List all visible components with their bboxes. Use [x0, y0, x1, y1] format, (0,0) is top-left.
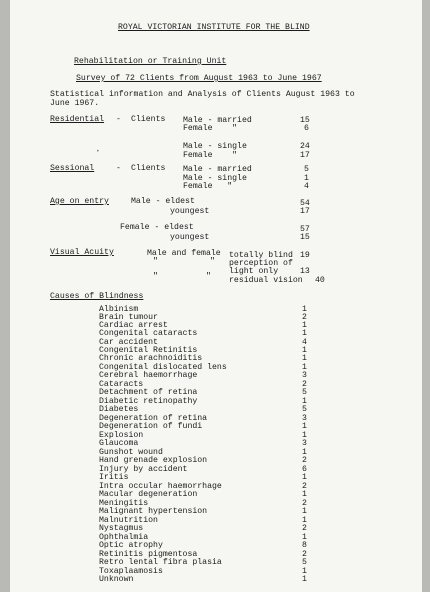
cause-count: 8: [302, 541, 307, 550]
cause-name: Malignant hypertension: [99, 507, 208, 516]
cause-name: Retinitis pigmentosa: [99, 550, 198, 559]
age-row-value: 15: [300, 233, 310, 242]
cause-count: 5: [302, 558, 307, 567]
cause-name: Diabetic retinopathy: [99, 397, 198, 406]
cause-name: Unknown: [99, 575, 134, 584]
cause-count: 1: [302, 431, 307, 440]
cause-count: 3: [302, 371, 307, 380]
cause-name: Brain tumour: [99, 313, 158, 322]
residential-label: Residential: [50, 115, 105, 124]
sessional-row-label: Male - single: [183, 174, 247, 183]
cause-count: 1: [302, 490, 307, 499]
institute-header: ROYAL VICTORIAN INSTITUTE FOR THE BLIND: [118, 23, 310, 32]
residential-row-label: Male - married: [183, 116, 252, 125]
cause-name: Optic atrophy: [99, 541, 163, 550]
ditto-mark: ": [153, 272, 158, 281]
cause-name: Degeneration of retina: [99, 414, 208, 423]
cause-name: Hand grenade explosion: [99, 456, 208, 465]
age-row-value: 17: [300, 207, 310, 216]
visual-row-value: 13: [300, 267, 310, 276]
residential-row-value: 24: [300, 142, 310, 151]
causes-heading: Causes of Blindness: [50, 292, 144, 301]
document-page: [10, 0, 422, 592]
residential-row-value: 15: [300, 116, 310, 125]
age-row-label: Male - eldest: [131, 197, 195, 206]
cause-name: Cataracts: [99, 380, 144, 389]
sessional-row-value: 5: [304, 165, 309, 174]
age-row-label: youngest: [170, 233, 210, 242]
visual-row-label: totally blind: [229, 251, 293, 260]
cause-count: 1: [302, 329, 307, 338]
residential-row-value: 17: [300, 151, 310, 160]
residential-row-label: Male - single: [183, 142, 247, 151]
sessional-label: Sessional: [50, 164, 95, 173]
cause-count: 1: [302, 363, 307, 372]
cause-name: Macular degeneration: [99, 490, 198, 499]
cause-count: 1: [302, 448, 307, 457]
survey-title: Survey of 72 Clients from August 1963 to June 1967: [76, 74, 322, 83]
cause-name: Ophthalmia: [99, 533, 149, 542]
sessional-dash: -: [116, 164, 121, 173]
cause-name: Meningitis: [99, 499, 149, 508]
cause-count: 2: [302, 524, 307, 533]
visual-row-label: residual vision: [229, 276, 303, 285]
cause-name: Gunshot wound: [99, 448, 163, 457]
cause-name: Diabetes: [99, 405, 139, 414]
cause-name: Injury by accident: [99, 465, 188, 474]
cause-count: 5: [302, 388, 307, 397]
unit-title: Rehabilitation or Training Unit: [74, 57, 227, 66]
visual-row-label: perception of: [229, 259, 293, 268]
cause-count: 1: [302, 575, 307, 584]
age-row-value: 54: [300, 199, 310, 208]
cause-count: 3: [302, 414, 307, 423]
cause-count: 1: [302, 473, 307, 482]
cause-count: 1: [302, 354, 307, 363]
age-row-value: 57: [300, 225, 310, 234]
visual-acuity-group: Male and female: [147, 249, 221, 258]
ditto-mark: ": [206, 272, 211, 281]
sessional-row-label: Female ": [183, 182, 233, 191]
sessional-row-value: 1: [304, 174, 309, 183]
cause-count: 1: [302, 321, 307, 330]
cause-count: 1: [302, 567, 307, 576]
cause-name: Degeneration of fundi: [99, 422, 203, 431]
cause-count: 3: [302, 439, 307, 448]
sessional-clients: Clients: [131, 164, 166, 173]
visual-row-value: 19: [300, 251, 310, 260]
cause-count: 2: [302, 550, 307, 559]
cause-count: 1: [302, 397, 307, 406]
residential-dash: -: [116, 115, 121, 124]
cause-count: 1: [302, 305, 307, 314]
cause-name: Albinism: [99, 305, 139, 314]
residential-row-label: Female ": [183, 124, 238, 133]
age-row-label: Female - eldest: [120, 223, 194, 232]
cause-name: Toxaplaamosis: [99, 567, 163, 576]
cause-count: 1: [302, 422, 307, 431]
residential-row-label: Female ": [183, 151, 238, 160]
cause-name: Nystagmus: [99, 524, 144, 533]
cause-count: 2: [302, 380, 307, 389]
cause-name: Chronic arachnoiditis: [99, 354, 203, 363]
sessional-row-label: Male - married: [183, 165, 252, 174]
cause-count: 1: [302, 533, 307, 542]
cause-count: 2: [302, 482, 307, 491]
cause-count: 2: [302, 313, 307, 322]
residential-row-value: 6: [304, 124, 309, 133]
cause-name: Car accident: [99, 338, 158, 347]
cause-count: 4: [302, 338, 307, 347]
statistical-line-1: Statistical information and Analysis of Clients August 1963 to: [50, 90, 355, 99]
visual-row-value: 40: [315, 276, 325, 285]
cause-count: 1: [302, 346, 307, 355]
cause-name: Explosion: [99, 431, 144, 440]
cause-count: 6: [302, 465, 307, 474]
cause-count: 5: [302, 405, 307, 414]
cause-name: Malnutrition: [99, 516, 158, 525]
cause-name: Cardiac arrest: [99, 321, 168, 330]
ditto-mark: ": [153, 257, 158, 266]
pen-mark: •: [96, 148, 100, 155]
cause-count: 2: [302, 499, 307, 508]
cause-name: Glaucoma: [99, 439, 139, 448]
residential-clients: Clients: [131, 115, 166, 124]
visual-row-label: light only: [229, 267, 279, 276]
statistical-line-2: June 1967.: [50, 99, 100, 108]
cause-name: Detachment of retina: [99, 388, 198, 397]
age-label: Age on entry: [50, 197, 109, 206]
cause-name: Cerebral haemorrhage: [99, 371, 198, 380]
age-row-label: youngest: [170, 207, 210, 216]
cause-name: Intra occular haemorrhage: [99, 482, 222, 491]
cause-name: Congenital dislocated lens: [99, 363, 227, 372]
cause-name: Congenital cataracts: [99, 329, 198, 338]
cause-count: 1: [302, 507, 307, 516]
cause-count: 1: [302, 516, 307, 525]
cause-name: Iritis: [99, 473, 129, 482]
ditto-mark: ": [210, 257, 215, 266]
cause-count: 2: [302, 456, 307, 465]
cause-name: Retro lental fibra plasia: [99, 558, 222, 567]
visual-acuity-label: Visual Acuity: [50, 248, 114, 257]
sessional-row-value: 4: [304, 182, 309, 191]
cause-name: Congenital Retinitis: [99, 346, 198, 355]
